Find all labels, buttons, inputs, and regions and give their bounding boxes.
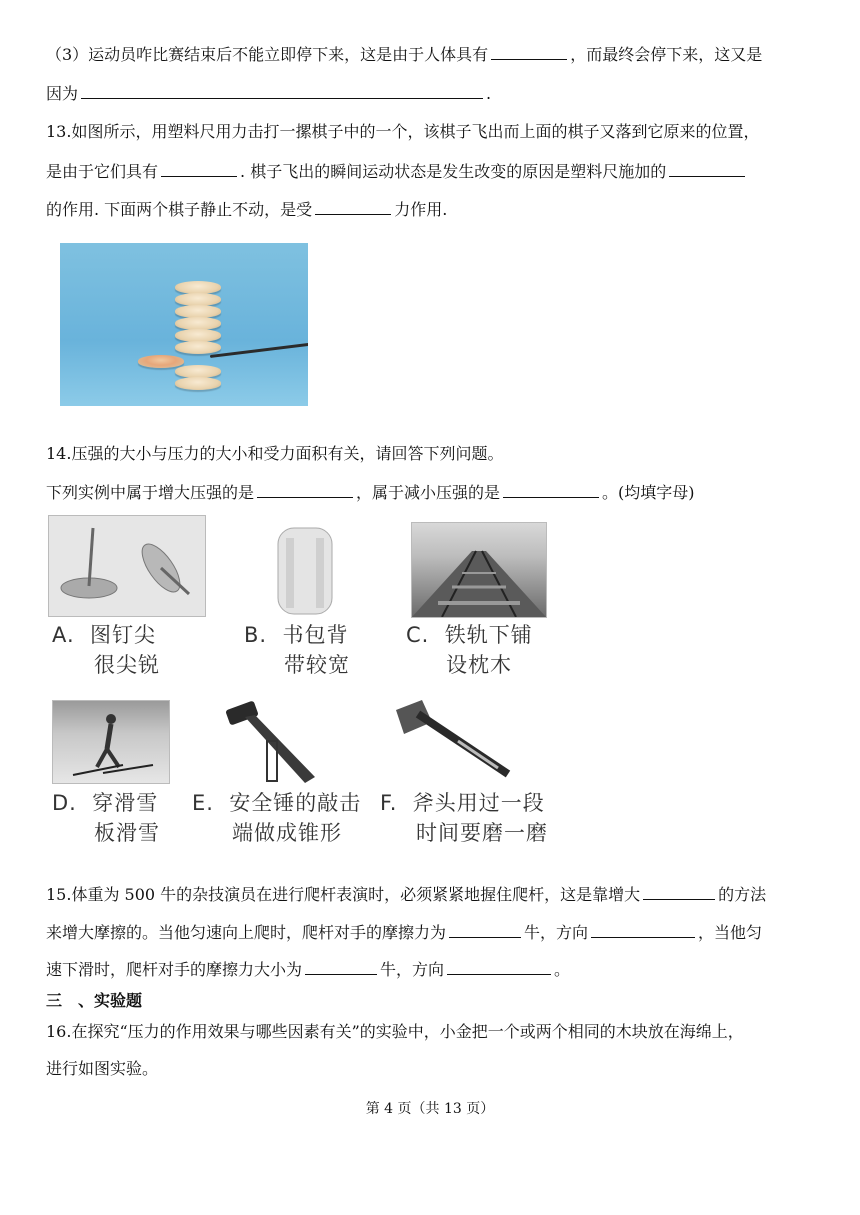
q12-text: 因为 xyxy=(46,84,79,103)
option-label: F. xyxy=(380,791,398,815)
answer-blank[interactable] xyxy=(643,883,715,900)
q15-line3 xyxy=(46,958,570,981)
option-e-caption xyxy=(192,788,361,848)
plastic-ruler xyxy=(210,342,308,358)
skier-image xyxy=(52,700,170,784)
checkers-photo xyxy=(60,243,308,406)
answer-blank[interactable] xyxy=(449,921,521,938)
q15-text: ，当他匀 xyxy=(698,923,763,942)
section-title: 三 、实验题 xyxy=(46,991,143,1010)
answer-blank[interactable] xyxy=(305,958,377,975)
option-b-caption xyxy=(244,620,350,680)
section-heading xyxy=(46,990,142,1012)
q13-text: . 棋子飞出的瞬间运动状态是发生改变的原因是塑料尺施加的 xyxy=(240,162,667,181)
q13-line2 xyxy=(46,160,748,183)
option-d-caption xyxy=(52,788,160,848)
option-label: B. xyxy=(244,623,268,647)
q14-text: 下列实例中属于增大压强的是 xyxy=(46,483,255,502)
thumbtack-icon xyxy=(49,516,205,616)
q14-line1 xyxy=(46,443,503,465)
q16-text: 进行如图实验。 xyxy=(46,1059,159,1078)
backpack-image xyxy=(262,518,348,618)
answer-blank[interactable] xyxy=(447,958,551,975)
option-label: C. xyxy=(406,623,430,647)
checker-piece xyxy=(175,377,221,390)
skier-icon xyxy=(53,701,169,783)
q14-text: 14.压强的大小与压力的大小和受力面积有关，请回答下列问题。 xyxy=(46,444,504,463)
answer-blank[interactable] xyxy=(257,481,353,498)
answer-blank[interactable] xyxy=(491,43,567,60)
q13-text: 13.如图所示，用塑料尺用力击打一摞棋子中的一个，该棋子飞出而上面的棋子又落到它原来的位置， xyxy=(46,122,760,141)
q15-text: 的方法 xyxy=(718,885,767,904)
q12-part3-line2 xyxy=(46,82,491,105)
answer-blank[interactable] xyxy=(81,82,483,99)
q13-text: 力作用. xyxy=(394,200,448,219)
page-footer xyxy=(0,1098,860,1118)
option-text: 穿滑雪 xyxy=(92,791,159,815)
option-text: 安全锤的敲击 xyxy=(229,791,362,815)
option-text: 图钉尖 xyxy=(90,623,157,647)
answer-blank[interactable] xyxy=(161,160,237,177)
option-label: D. xyxy=(52,791,77,815)
q12-text: （3）运动员咋比赛结束后不能立即停下来，这是由于人体具有 xyxy=(46,45,489,64)
option-label: E. xyxy=(192,791,214,815)
q13-line3 xyxy=(46,198,447,221)
answer-blank[interactable] xyxy=(669,160,745,177)
flying-checker-piece xyxy=(138,355,184,368)
q15-text: 15.体重为 500 牛的杂技演员在进行爬杆表演时，必须紧紧地握住爬杆，这是靠增大 xyxy=(46,885,641,904)
safety-hammer-image xyxy=(215,697,327,787)
railway-track-icon xyxy=(412,523,546,617)
option-f-caption xyxy=(380,788,548,848)
q12-text: ，而最终会停下来，这又是 xyxy=(570,45,763,64)
q15-line2 xyxy=(46,921,762,944)
option-text: 端做成锥形 xyxy=(232,821,342,845)
q12-part3-line1 xyxy=(46,43,762,66)
axe-icon xyxy=(388,692,528,784)
q13-line1 xyxy=(46,121,759,143)
answer-blank[interactable] xyxy=(315,198,391,215)
q15-text: 速下滑时，爬杆对手的摩擦力大小为 xyxy=(46,960,303,979)
option-text: 板滑雪 xyxy=(94,821,160,845)
q14-line2 xyxy=(46,481,695,504)
thumbtack-image xyxy=(48,515,206,617)
option-text: 带较宽 xyxy=(284,653,350,677)
option-text: 斧头用过一段 xyxy=(412,791,545,815)
option-text: 时间要磨一磨 xyxy=(416,821,548,845)
option-c-caption xyxy=(406,620,533,680)
q16-line1 xyxy=(46,1021,744,1043)
safety-hammer-icon xyxy=(215,697,327,787)
checker-piece xyxy=(175,341,221,354)
q13-text: 的作用. 下面两个棋子静止不动，是受 xyxy=(46,200,313,219)
answer-blank[interactable] xyxy=(591,921,695,938)
option-text: 书包背 xyxy=(282,623,349,647)
option-text: 设枕木 xyxy=(446,653,512,677)
q15-text: 牛，方向 xyxy=(380,960,445,979)
axe-image xyxy=(388,692,528,784)
option-a-caption xyxy=(52,620,160,680)
q14-text: ，属于减小压强的是 xyxy=(356,483,501,502)
option-text: 铁轨下铺 xyxy=(444,623,533,647)
q15-text: 牛，方向 xyxy=(524,923,589,942)
q16-text: 16.在探究“压力的作用效果与哪些因素有关”的实验中，小金把一个或两个相同的木块放在海绵上， xyxy=(46,1022,744,1041)
q15-text: 。 xyxy=(554,960,571,979)
option-label: A. xyxy=(52,623,75,647)
q13-text: 是由于它们具有 xyxy=(46,162,159,181)
answer-blank[interactable] xyxy=(503,481,599,498)
q14-text: 。(均填字母) xyxy=(602,483,695,502)
q15-line1 xyxy=(46,883,766,906)
page-number: 第 4 页（共 13 页） xyxy=(365,1101,495,1117)
railway-image xyxy=(411,522,547,618)
q15-text: 来增大摩擦的。当他匀速向上爬时，爬杆对手的摩擦力为 xyxy=(46,923,447,942)
option-text: 很尖锐 xyxy=(94,653,160,677)
backpack-icon xyxy=(262,518,348,618)
q16-line2-visible xyxy=(46,1058,158,1080)
q12-text: . xyxy=(486,84,492,103)
